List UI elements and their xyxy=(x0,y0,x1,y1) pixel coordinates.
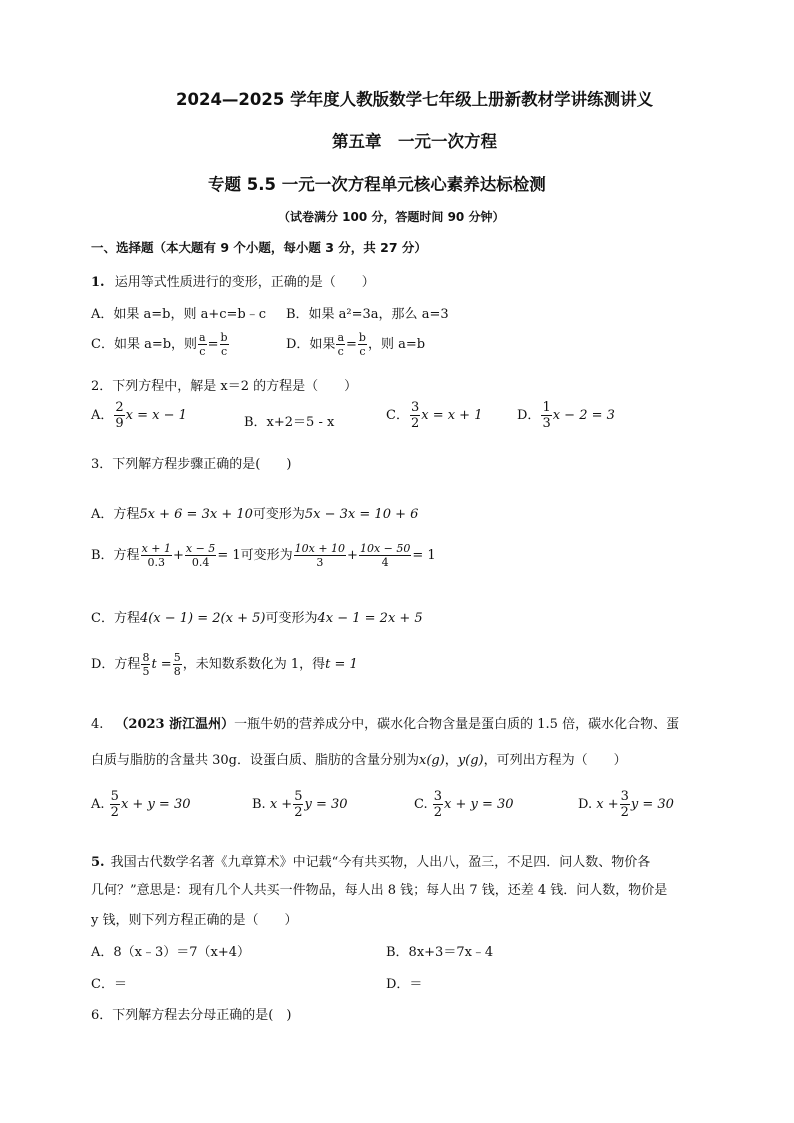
topic-title: 专题 5.5 一元一次方程单元核心素养达标检测 xyxy=(208,175,546,194)
question-5-option-d: D．＝ xyxy=(386,977,423,992)
question-1-option-d: D．如果 $\frac{a}{c}$ = $\frac{b}{c}$ ，则 a=b xyxy=(286,331,426,358)
exam-info: （试卷满分 100 分，答题时间 90 分钟） xyxy=(278,210,505,224)
chapter-title: 第五章 一元一次方程 xyxy=(332,132,497,151)
question-5-line-3: y 钱，则下列方程正确的是（ ） xyxy=(91,913,298,928)
question-3-option-c: C．方程4(x − 1) = 2(x + 5)可变形为4x − 1 = 2x + 5 xyxy=(91,611,423,626)
question-1-stem xyxy=(91,271,375,290)
question-4-line-1: 4. （2023 浙江温州）一瓶牛奶的营养成分中，碳水化合物含量是蛋白质的 1.5 倍，碳水化合物、蛋 xyxy=(91,717,680,732)
question-2-option-d: D． $\frac{1}{3}$ x − 2 = 3 xyxy=(517,400,615,431)
question-4-option-a: A. $\frac{5}{2}$ x + y = 30 xyxy=(91,789,191,820)
question-3-option-d: D．方程 $\frac{8}{5}$ t = $\frac{5}{8}$ ，未知数系数化为 1，得t = 1 xyxy=(91,651,358,678)
question-1-option-a: A．如果 a=b，则 a+c=b﹣c xyxy=(91,307,267,322)
question-1-option-c: C．如果 a=b，则 $\frac{a}{c}$ = $\frac{b}{c}$ xyxy=(91,331,228,358)
question-4-option-c: C. $\frac{3}{2}$ x + y = 30 xyxy=(414,789,514,820)
question-2-option-b: B．x+2＝5 - x xyxy=(244,415,335,430)
question-5-option-a: A．8（x﹣3）＝7（x+4） xyxy=(91,945,251,960)
question-6-stem: 6．下列解方程去分母正确的是( ) xyxy=(91,1008,292,1023)
question-4-option-b: B. x + $\frac{5}{2}$ y = 30 xyxy=(252,789,348,820)
question-3-option-b: B．方程 $\frac{x + 1}{0.3}$ + $\frac{x - 5}{0.4}$ = 1可变形为 $\frac{10x + 10}{3}$ + $\frac{10x - 50}{4}$ = 1 xyxy=(91,542,436,569)
question-5-line-2: 几何？”意思是：现有几个人共买一件物品，每人出 8 钱；每人出 7 钱，还差 4 钱．问人数，物价是 xyxy=(91,883,668,898)
question-2-stem: 2．下列方程中，解是 x＝2 的方程是（ ） xyxy=(91,379,358,394)
question-5-option-b: B．8x+3＝7x﹣4 xyxy=(386,945,494,960)
question-2-option-c: C． $\frac{3}{2}$ x = x + 1 xyxy=(386,400,483,431)
question-1-number: 1. xyxy=(91,275,105,290)
question-5-option-c: C．＝ xyxy=(91,977,127,992)
section-heading: 一、选择题（本大题有 9 个小题，每小题 3 分，共 27 分） xyxy=(91,240,427,255)
question-4-line-2: 白质与脂肪的含量共 30g．设蛋白质、脂肪的含量分别为x(g)，y(g)，可列出方程为（ ） xyxy=(91,753,627,768)
question-4-option-d: D. x + $\frac{3}{2}$ y = 30 xyxy=(578,789,674,820)
question-3-option-a: A．方程5x + 6 = 3x + 10可变形为5x − 3x = 10 + 6 xyxy=(91,507,419,522)
question-3-stem: 3．下列解方程步骤正确的是( ) xyxy=(91,457,292,472)
question-1-text: 运用等式性质进行的变形，正确的是（ ） xyxy=(114,275,375,290)
question-2-option-a: A． $\frac{2}{9}$ x = x − 1 xyxy=(91,400,187,431)
document-title: 2024—2025 学年度人教版数学七年级上册新教材学讲练测讲义 xyxy=(176,90,654,109)
question-5-line-1: 5. 我国古代数学名著《九章算术》中记载“今有共买物，人出八，盈三，不足四．问人数、物价各 xyxy=(91,855,651,870)
question-1-option-b: B．如果 a²=3a，那么 a=3 xyxy=(286,307,449,322)
